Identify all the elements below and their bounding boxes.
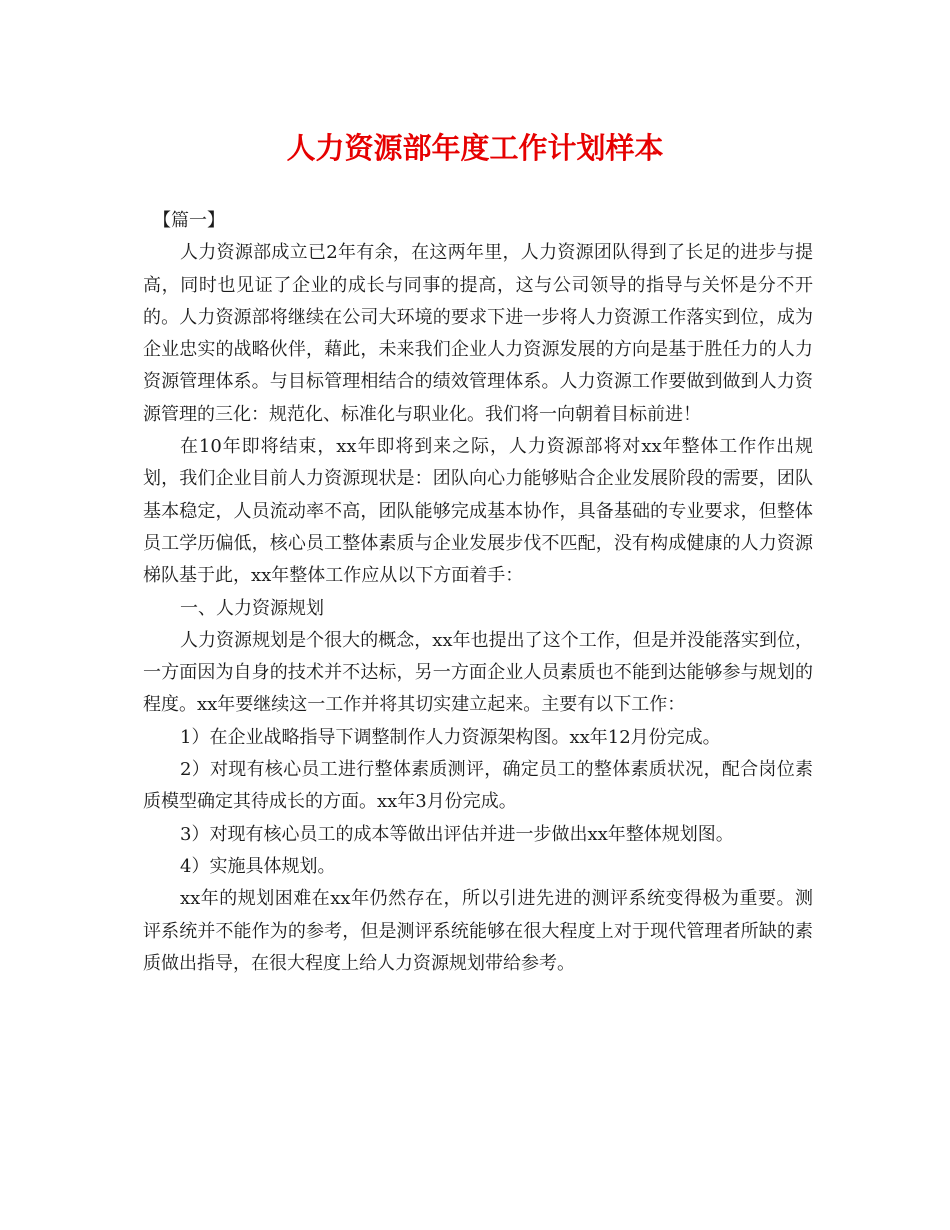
paragraph-assessment: xx年的规划困难在xx年仍然存在，所以引进先进的测评系统变得极为重要。测评系统并不能作为的参考，但是测评系统能够在很大程度上对于现代管理者所缺的素质做出指导，在很大程度上给人力资源规划带给参考。 xyxy=(143,888,813,974)
section-heading-hr-planning: 一、人力资源规划 xyxy=(180,597,324,619)
paragraph-status: 在10年即将结束，xx年即将到来之际，人力资源部将对xx年整体工作作出规划，我们企业目前人力资源现状是：团队向心力能够贴合企业发展阶段的需要，团队基本稳定，人员流动率不高，团队能够完成基本协作，具备基础的专业要求，但整体员工学历偏低，核心员工整体素质与企业发展步伐不匹配，没有构成健康的人力资源梯队基于此，xx年整体工作应从以下方面着手： xyxy=(143,436,813,587)
list-item-1: 1）在企业战略指导下调整制作人力资源架构图。xx年12月份完成。 xyxy=(180,726,721,748)
section-label: 【篇一】 xyxy=(153,210,225,231)
paragraph-hr-planning: 人力资源规划是个很大的概念，xx年也提出了这个工作，但是并没能落实到位，一方面因为自身的技术并不达标，另一方面企业人员素质也不能到达能够参与规划的程度。xx年要继续这一工作并将其切实建立起来。主要有以下工作： xyxy=(143,629,813,716)
page-title: 人力资源部年度工作计划样本 xyxy=(286,131,664,165)
list-item-3: 3）对现有核心员工的成本等做出评估并进一步做出xx年整体规划图。 xyxy=(180,823,734,845)
document-body xyxy=(143,205,813,980)
paragraph-intro: 人力资源部成立已2年有余，在这两年里，人力资源团队得到了长足的进步与提高，同时也见证了企业的成长与同事的提高，这与公司领导的指导与关怀是分不开的。人力资源部将继续在公司大环境的要求下进一步将人力资源工作落实到位，成为企业忠实的战略伙伴，藉此，未来我们企业人力资源发展的方向是基于胜任力的人力资源管理体系。与目标管理相结合的绩效管理体系。人力资源工作要做到做到人力资源管理的三化：规范化、标准化与职业化。我们将一向朝着目标前进！ xyxy=(143,242,813,425)
list-item-4: 4）实施具体规划。 xyxy=(180,855,336,877)
list-item-2: 2）对现有核心员工进行整体素质测评，确定员工的整体素质状况，配合岗位素质模型确定其待成长的方面。xx年3月份完成。 xyxy=(143,759,813,813)
